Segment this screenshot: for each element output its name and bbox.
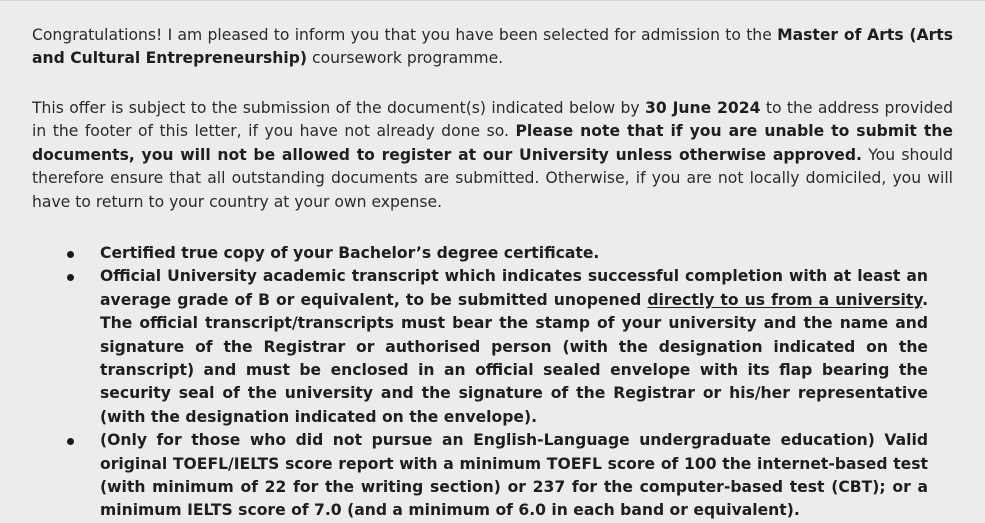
bullet-icon: [67, 251, 74, 258]
underlined-emphasis: directly to us from a university: [647, 290, 923, 309]
intro-text: Congratulations! I am pleased to inform you that you have been selected for admission to the: [32, 26, 778, 44]
requirement-text: Official University academic transcript which indicates successful completion with at least an average grade of B or equivalent, to be submitted unopened: [100, 267, 928, 309]
requirement-text: (Only for those who did not pursue an English-Language undergraduate education) Valid original TOEFL/IELTS score report with a minimum TOEFL score of 100 the internet-based test (with minimum of 22 for the writing section) or 237 for the computer-based test (CBT); or a minimum IELTS score of 7.0 (and a minimum of 6.0 in each band or equivalent).: [100, 431, 928, 520]
programme-suffix: coursework programme.: [307, 49, 504, 68]
bullet-icon: [67, 274, 74, 281]
congratulations-paragraph: [32, 24, 953, 71]
list-item: [0, 265, 928, 429]
registration-warning: Please note that if you are unable to submit the documents, you will not be allowed to register at our University unless otherwise approved.: [32, 122, 953, 164]
required-documents-list: [0, 242, 985, 523]
requirement-text-continued: . The official transcript/transcripts must bear the stamp of your university and the name and signature of the Registrar or authorised person (with the designation indicated on the transcript) and must be enclosed in an official sealed envelope with its flap bearing the security seal of the university and the signature of the Registrar or his/her representative (with the designation indicated on the envelope).: [100, 290, 928, 426]
conditions-text-1: This offer is subject to the submission of the document(s) indicated below by: [32, 99, 646, 117]
list-item: [0, 242, 928, 265]
programme-name: Master of Arts (Arts and Cultural Entrepreneurship): [32, 26, 953, 68]
conditions-text-3: You should therefore ensure that all outstanding documents are submitted. Otherwise, if you are not locally domiciled, you will have to return to your country at your own expense.: [32, 145, 954, 211]
submission-deadline: 30 June 2024: [645, 99, 761, 117]
requirement-text: Certified true copy of your Bachelor’s degree certificate.: [100, 244, 600, 262]
list-item: [0, 429, 928, 523]
bullet-icon: [67, 438, 74, 445]
conditions-text-2: to the address provided in the footer of this letter, if you have not already done so.: [32, 99, 954, 141]
offer-conditions-paragraph: [32, 97, 953, 214]
